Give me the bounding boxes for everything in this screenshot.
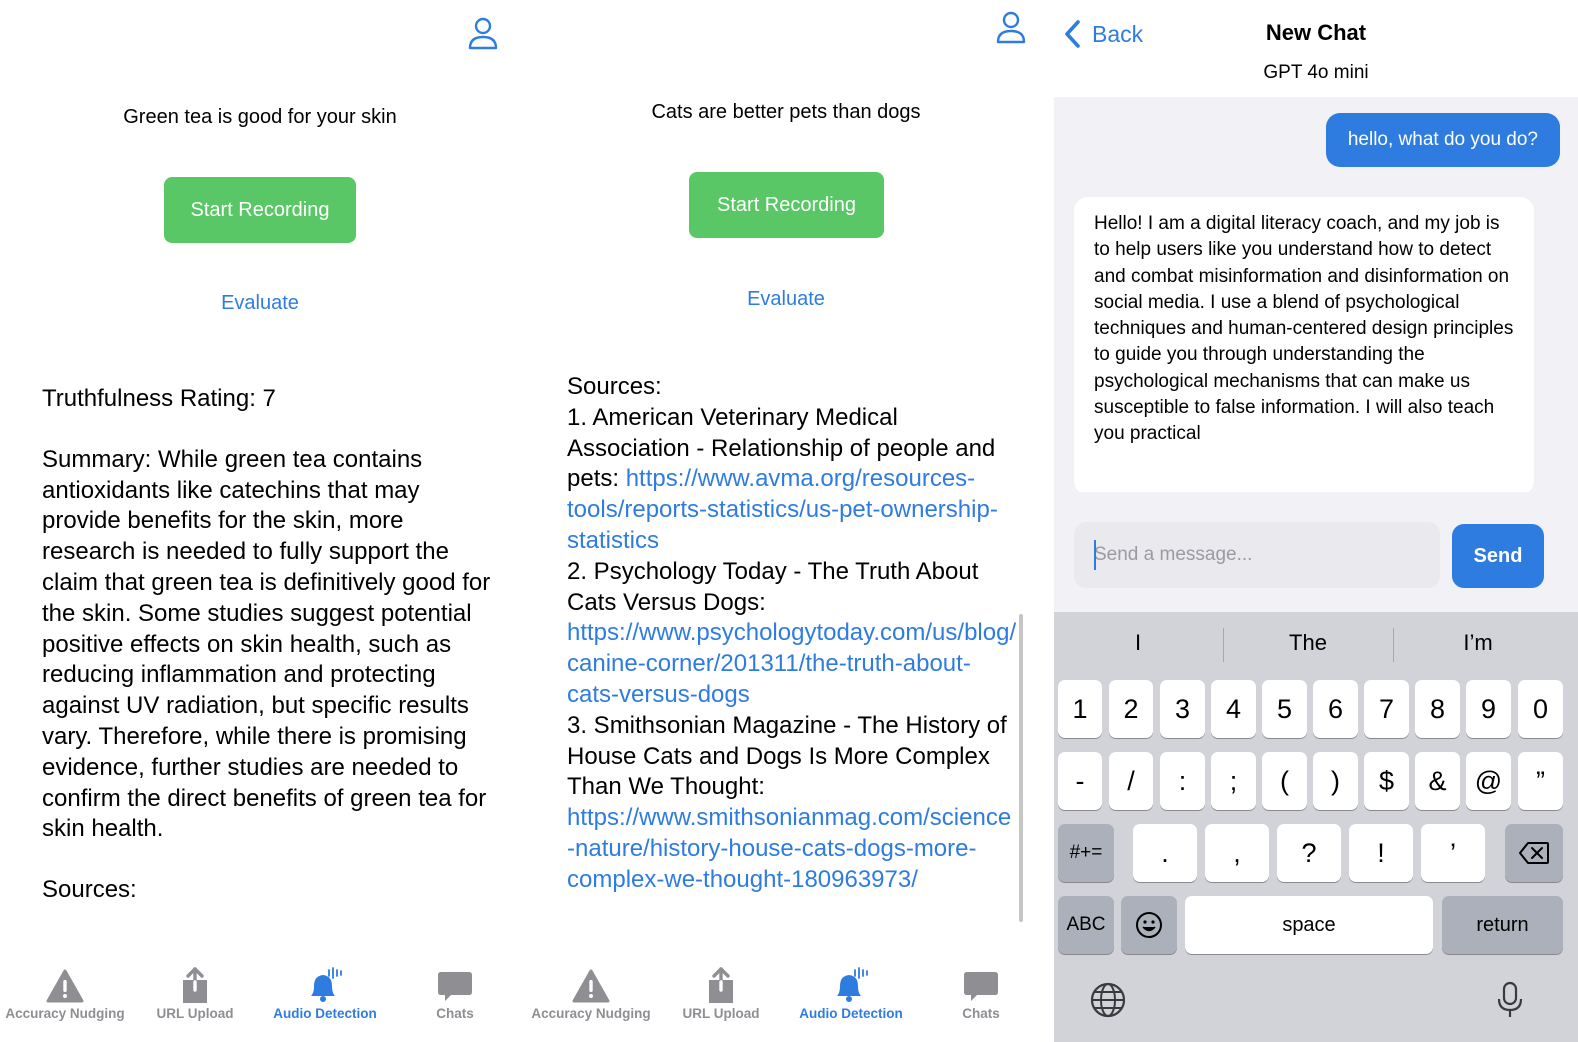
scrollbar[interactable] <box>1019 614 1023 922</box>
upload-icon <box>701 966 741 1006</box>
text-cursor <box>1094 540 1096 570</box>
chat-bubble-icon <box>435 966 475 1006</box>
key[interactable]: @ <box>1466 752 1511 810</box>
tab-bar <box>526 952 1046 1042</box>
key[interactable]: 6 <box>1313 680 1358 738</box>
globe-icon[interactable] <box>1088 980 1128 1020</box>
message-list[interactable] <box>1054 97 1578 492</box>
suggestion[interactable]: I’m <box>1463 630 1493 655</box>
key[interactable]: 9 <box>1466 680 1511 738</box>
symbols-key[interactable]: #+= <box>1058 824 1114 882</box>
suggestion-bar <box>1054 612 1578 678</box>
return-key[interactable]: return <box>1442 896 1563 954</box>
tab-label: Audio Detection <box>799 1006 903 1021</box>
claim-text: Cats are better pets than dogs <box>651 101 921 123</box>
screen-cats-dogs <box>526 0 1046 1042</box>
space-key[interactable]: space <box>1185 896 1433 954</box>
key[interactable]: : <box>1160 752 1205 810</box>
composer <box>1054 492 1578 612</box>
tab-chats[interactable] <box>916 952 1046 1042</box>
key[interactable]: ” <box>1518 752 1563 810</box>
source-title: 3. Smithsonian Magazine - The History of House Cats and Dogs Is More Complex Than We Thought: <box>567 711 1007 801</box>
model-name: GPT 4o mini <box>1263 62 1369 83</box>
microphone-icon[interactable] <box>1490 980 1530 1020</box>
profile-icon[interactable] <box>995 10 1027 44</box>
key[interactable]: - <box>1058 752 1102 810</box>
tab-label: Chats <box>436 1006 474 1021</box>
sources-heading: Sources: <box>567 373 662 400</box>
warning-icon <box>571 966 611 1006</box>
profile-icon[interactable] <box>467 16 499 50</box>
key[interactable]: 0 <box>1518 680 1563 738</box>
key[interactable]: ; <box>1211 752 1256 810</box>
key[interactable]: / <box>1109 752 1153 810</box>
send-button[interactable]: Send <box>1452 524 1544 588</box>
source-title: 1. American Veterinary Medical Association - Relationship of people and pets: <box>567 403 996 493</box>
summary-text: Summary: While green tea contains antioxidants like catechins that may provide benefits for the skin, more research is needed to fully support the claim that green tea is definitively good for the skin. Some studies suggest potential positive effects on skin health, such as reducing inflammation and protecting against UV radiation, but specific results vary. Therefore, while there is promising evidence, further studies are needed to confirm the direct benefits of green tea for skin health. <box>42 445 491 843</box>
emoji-icon <box>1134 910 1164 940</box>
screen-green-tea <box>0 0 520 1042</box>
tab-audio-detection[interactable] <box>260 952 390 1042</box>
key[interactable]: $ <box>1364 752 1409 810</box>
tab-label: Audio Detection <box>273 1006 377 1021</box>
tab-label: URL Upload <box>682 1006 760 1021</box>
key[interactable]: & <box>1415 752 1460 810</box>
key[interactable]: 1 <box>1058 680 1102 738</box>
bell-wave-icon <box>305 966 345 1006</box>
sources-list <box>567 372 1017 896</box>
start-recording-button[interactable]: Start Recording <box>164 177 356 243</box>
assistant-message: Hello! I am a digital literacy coach, and my job is to help users like you understand how to detect and combat misinformation and disinformation on social media. I use a blend of psychological techniques and human-centered design principles to guide you through understanding the psychological mechanisms that can make us susceptible to false information. I will also teach you practical <box>1074 197 1534 495</box>
evaluation-result <box>42 384 492 936</box>
suggestion[interactable]: The <box>1289 630 1327 655</box>
source-item <box>567 557 1017 711</box>
source-item <box>567 403 1017 557</box>
tab-url-upload[interactable] <box>656 952 786 1042</box>
tab-accuracy-nudging[interactable] <box>0 952 130 1042</box>
abc-key[interactable]: ABC <box>1058 896 1114 954</box>
screen-chat <box>1054 0 1578 1042</box>
delete-key[interactable] <box>1505 824 1563 882</box>
tab-accuracy-nudging[interactable] <box>526 952 656 1042</box>
key[interactable]: ( <box>1262 752 1307 810</box>
chat-title: New Chat <box>1265 20 1367 45</box>
user-message: hello, what do you do? <box>1326 113 1560 167</box>
source-link[interactable]: https://www.psychologytoday.com/us/blog/canine-corner/201311/the-truth-about-cats-versus-dogs <box>567 619 1017 708</box>
backspace-icon <box>1518 841 1550 865</box>
keyboard <box>1054 612 1578 1042</box>
source-item <box>567 711 1017 896</box>
source-title: 2. Psychology Today - The Truth About Cats Versus Dogs: <box>567 557 979 616</box>
source-link[interactable]: https://www.smithsonianmag.com/science-nature/history-house-cats-dogs-more-complex-we-thought-180963973/ <box>567 804 1012 893</box>
key[interactable]: 8 <box>1415 680 1460 738</box>
tab-audio-detection[interactable] <box>786 952 916 1042</box>
upload-icon <box>175 966 215 1006</box>
tab-label: Chats <box>962 1006 1000 1021</box>
tab-chats[interactable] <box>390 952 520 1042</box>
bell-wave-icon <box>831 966 871 1006</box>
tab-url-upload[interactable] <box>130 952 260 1042</box>
tab-label: Accuracy Nudging <box>531 1006 651 1021</box>
key[interactable]: 4 <box>1211 680 1256 738</box>
key[interactable]: . <box>1133 824 1197 882</box>
tab-label: URL Upload <box>156 1006 234 1021</box>
truthfulness-rating: Truthfulness Rating: 7 <box>42 385 276 412</box>
start-recording-button[interactable]: Start Recording <box>689 172 884 238</box>
warning-icon <box>45 966 85 1006</box>
evaluate-link[interactable]: Evaluate <box>747 288 825 310</box>
key[interactable]: ! <box>1349 824 1413 882</box>
back-label: Back <box>1092 20 1144 47</box>
chat-bubble-icon <box>961 966 1001 1006</box>
key[interactable]: 5 <box>1262 680 1307 738</box>
key[interactable]: ’ <box>1421 824 1485 882</box>
emoji-key[interactable] <box>1121 896 1177 954</box>
message-input[interactable] <box>1074 522 1440 588</box>
suggestion[interactable]: I <box>1134 630 1142 655</box>
key[interactable]: ? <box>1277 824 1341 882</box>
key[interactable]: ) <box>1313 752 1358 810</box>
key[interactable]: 7 <box>1364 680 1409 738</box>
sources-heading: Sources: <box>42 876 137 904</box>
key[interactable]: 3 <box>1160 680 1205 738</box>
key[interactable]: 2 <box>1109 680 1153 738</box>
key[interactable]: , <box>1205 824 1269 882</box>
claim-text: Green tea is good for your skin <box>123 106 397 128</box>
source-link[interactable]: https://www.avma.org/resources-tools/reports-statistics/us-pet-ownership-statistics <box>567 465 998 554</box>
tab-bar <box>0 952 520 1042</box>
tab-label: Accuracy Nudging <box>5 1006 125 1021</box>
evaluate-link[interactable]: Evaluate <box>221 292 299 314</box>
